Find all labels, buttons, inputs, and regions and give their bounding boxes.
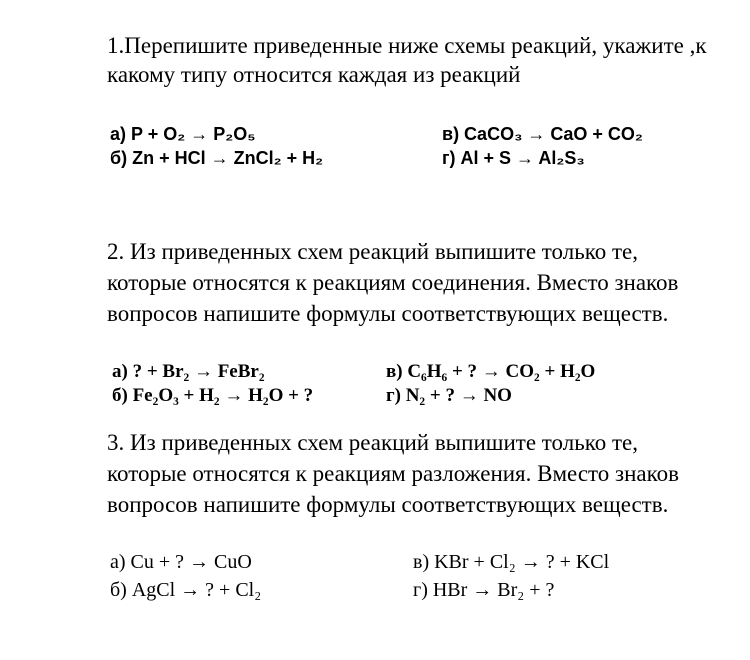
task-1-reaction-a: а) P + O₂ → P₂O₅: [110, 124, 256, 144]
task-3-reaction-a: а) Cu + ? → CuO: [110, 551, 252, 573]
task-2-reaction-b: б) Fe₂O₃ + H₂ → H₂O + ?: [112, 385, 314, 406]
task-3-reaction-g: г) HBr → Br₂ + ?: [413, 579, 555, 601]
task-1-reaction-v: в) CaCO₃ → CaO + CO₂: [442, 124, 643, 144]
task-1-text: 1.Перепишите приведенные ниже схемы реакций, укажите ,к какому типу относится каждая из реакций: [107, 33, 707, 87]
task-2-text: 2. Из приведенных схем реакций выпишите только те, которые относятся к реакциям соединения. Вместо знаков вопросов напишите формулы соответствующих веществ.: [107, 239, 679, 326]
task-3-reaction-v: в) KBr + Cl₂ → ? + KCl: [413, 551, 610, 573]
task-1-reaction-g: г) Al + S → Al₂S₃: [442, 148, 585, 168]
task-1-reaction-b: б) Zn + HCl → ZnCl₂ + H₂: [110, 148, 324, 168]
task-2-reaction-a: а) ? + Br₂ → FeBr₂: [112, 361, 265, 382]
task-2-reaction-v: в) C₆H₆ + ? → CO₂ + H₂O: [386, 361, 596, 382]
task-3-reaction-b: б) AgCl → ? + Cl₂: [110, 579, 262, 601]
task-3-text: 3. Из приведенных схем реакций выпишите только те, которые относятся к реакциям разложения. Вместо знаков вопросов напишите формулы соответствующих веществ.: [107, 430, 679, 517]
task-2-reaction-g: г) N₂ + ? → NO: [386, 385, 512, 406]
